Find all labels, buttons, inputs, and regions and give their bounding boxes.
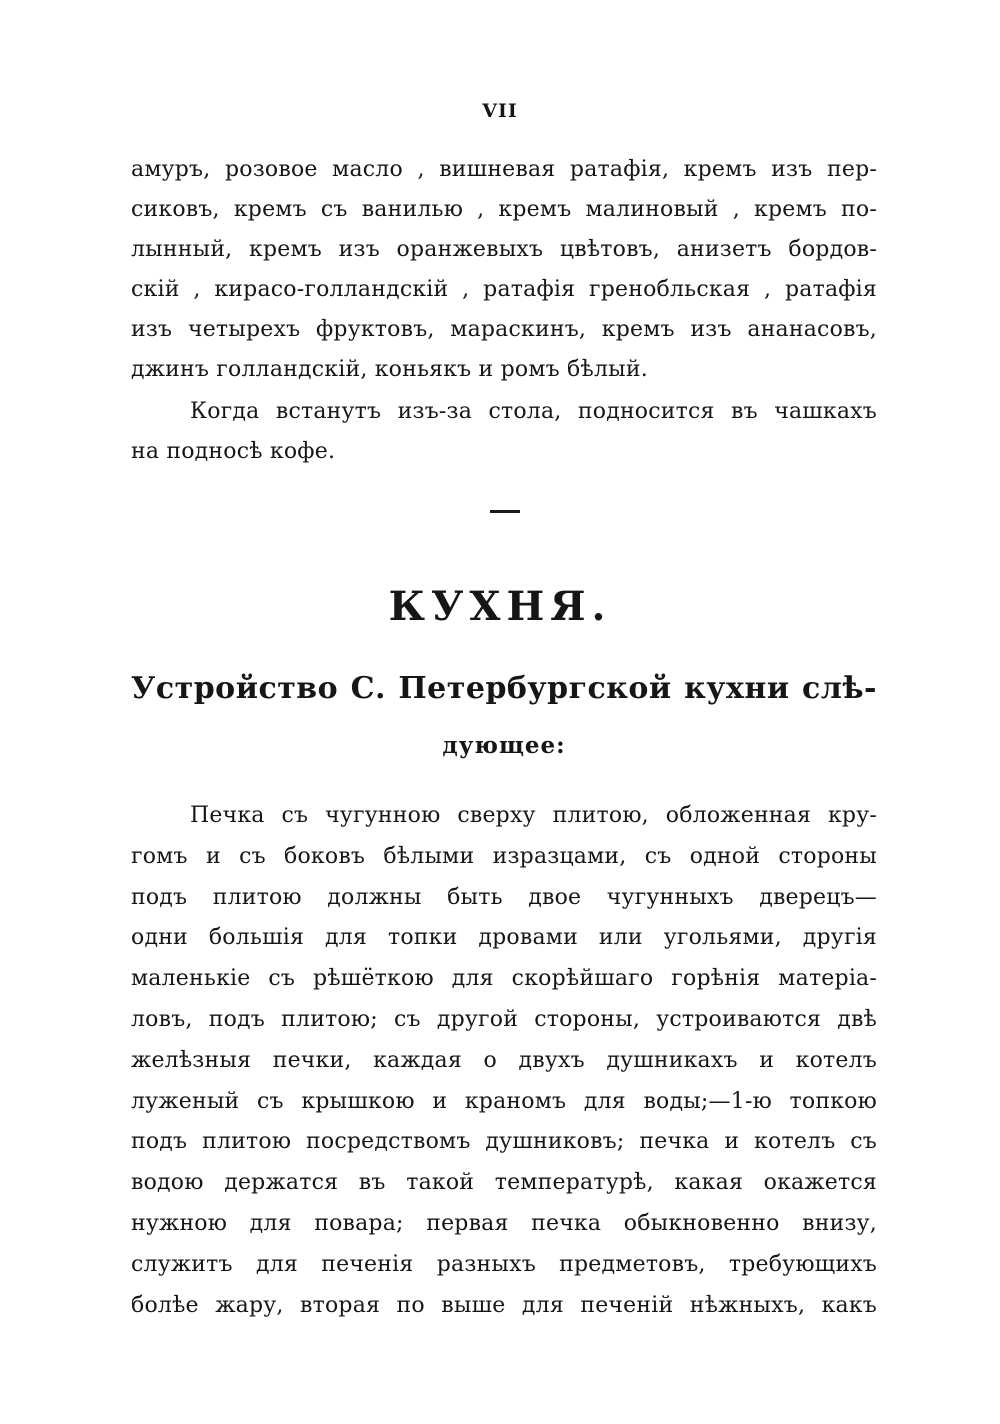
text-line: луженый съ крышкою и краномъ для воды;—1-ю топкою [131,1088,877,1114]
text-line: на подносѣ кофе. [131,439,336,464]
text-line: сиковъ, кремъ съ ванилью , кремъ малиновый , кремъ по- [131,197,877,222]
section-heading [131,666,877,764]
text-line: подъ плитою посредствомъ душниковъ; печка и котелъ съ [131,1129,877,1155]
text-line: скій , кирасо-голландскій , ратафія гренобльская , ратафія [131,277,877,302]
page-number: VII [482,100,518,122]
text-line: гомъ и съ боковъ бѣлыми изразцами, съ одной стороны [131,843,877,869]
paragraph-kitchen-stove [131,796,877,1326]
text-line: болѣе жару, вторая по выше для печеній нѣжныхъ, какъ [131,1292,877,1318]
text-line: подъ плитою должны быть двое чугунныхъ дверецъ— [131,884,877,910]
paragraph-coffee [131,392,877,472]
text-line: Когда встанутъ изъ-за стола, подносится въ чашкахъ [190,399,877,424]
text-line: нужною для повара; первая печка обыкновенно внизу, [131,1210,877,1236]
text-line: изъ четырехъ фруктовъ, мараскинъ, кремъ изъ ананасовъ, [131,317,877,342]
section-heading-line: дующее: [442,732,566,759]
chapter-title: КУХНЯ. [388,583,612,630]
paragraph-liqueurs-list [131,150,877,390]
text-line: водою держатся въ такой температурѣ, какая окажется [131,1170,877,1196]
text-line: маленькіе съ рѣшёткою для скорѣйшаго горѣнія матеріа- [131,966,877,992]
text-line: лынный, кремъ изъ оранжевыхъ цвѣтовъ, анизетъ бордов- [131,237,877,262]
text-line: амуръ, розовое масло , вишневая ратафія, кремъ изъ пер- [131,157,877,182]
text-line: желѣзныя печки, каждая о двухъ душникахъ и котелъ [131,1047,877,1073]
text-line: ловъ, подъ плитою; съ другой стороны, устроиваются двѣ [131,1006,877,1032]
section-divider [490,510,520,513]
text-line: Печка съ чугунною сверху плитою, обложенная кру- [190,803,877,828]
section-heading-line: Устройство С. Петербургской кухни слѣ- [131,671,877,706]
text-line: служитъ для печенія разныхъ предметовъ, требующихъ [131,1251,877,1277]
text-line: джинъ голландскій, коньякъ и ромъ бѣлый. [131,357,648,382]
text-line: одни большія для топки дровами или угольями, другія [131,925,877,951]
